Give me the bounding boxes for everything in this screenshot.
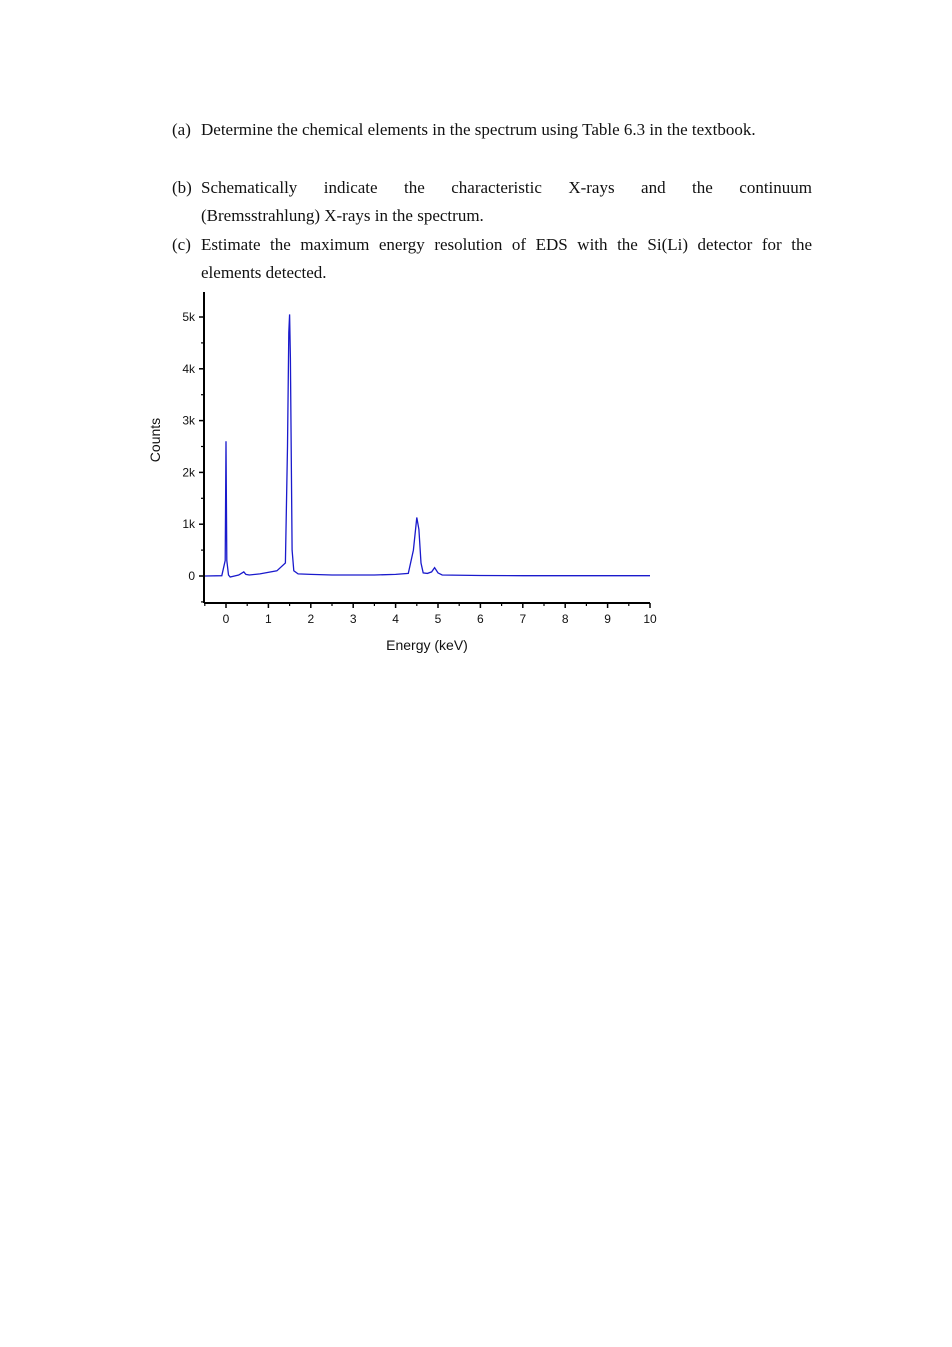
x-tick-label: 7: [519, 612, 527, 626]
x-tick-label: 3: [349, 612, 357, 626]
y-tick-label: 0: [188, 569, 195, 583]
x-tick-label: 0: [222, 612, 230, 626]
y-tick-label: 4k: [182, 361, 195, 376]
question-c-text: Estimate the maximum energy resolution of EDS with the Si(Li) detector for the elements detected.: [201, 235, 812, 282]
x-tick-label: 6: [477, 612, 484, 626]
spectrum-line: [205, 314, 650, 577]
x-tick-label: 10: [643, 612, 657, 626]
y-tick-label: 2k: [182, 465, 195, 480]
y-tick-label: 5k: [182, 310, 195, 324]
x-tick-label: 9: [604, 612, 611, 626]
x-tick-label: 5: [434, 612, 442, 626]
question-a-letter: (a): [172, 120, 191, 139]
y-axis-ticks: [182, 310, 204, 602]
y-axis-label: Counts: [147, 417, 163, 463]
y-tick-label: 1k: [182, 517, 195, 532]
question-a-text: Determine the chemical elements in the spectrum using Table 6.3 in the textbook.: [201, 120, 756, 139]
question-b-line1: Schematically indicate the characteristic X-rays and the continuum: [201, 178, 812, 197]
question-b-letter: (b): [172, 178, 192, 197]
x-axis-label: Energy (keV): [386, 637, 468, 653]
x-tick-label: 2: [307, 612, 315, 626]
x-tick-label: 8: [561, 612, 569, 626]
question-c-letter: (c): [172, 235, 191, 254]
x-axis-ticks: [205, 603, 657, 626]
question-b-line2: (Bremsstrahlung) X-rays in the spectrum.: [201, 206, 484, 225]
y-tick-label: 3k: [182, 413, 195, 428]
chart-axes: [204, 292, 650, 603]
x-tick-label: 4: [392, 612, 399, 626]
x-tick-label: 1: [265, 612, 272, 626]
